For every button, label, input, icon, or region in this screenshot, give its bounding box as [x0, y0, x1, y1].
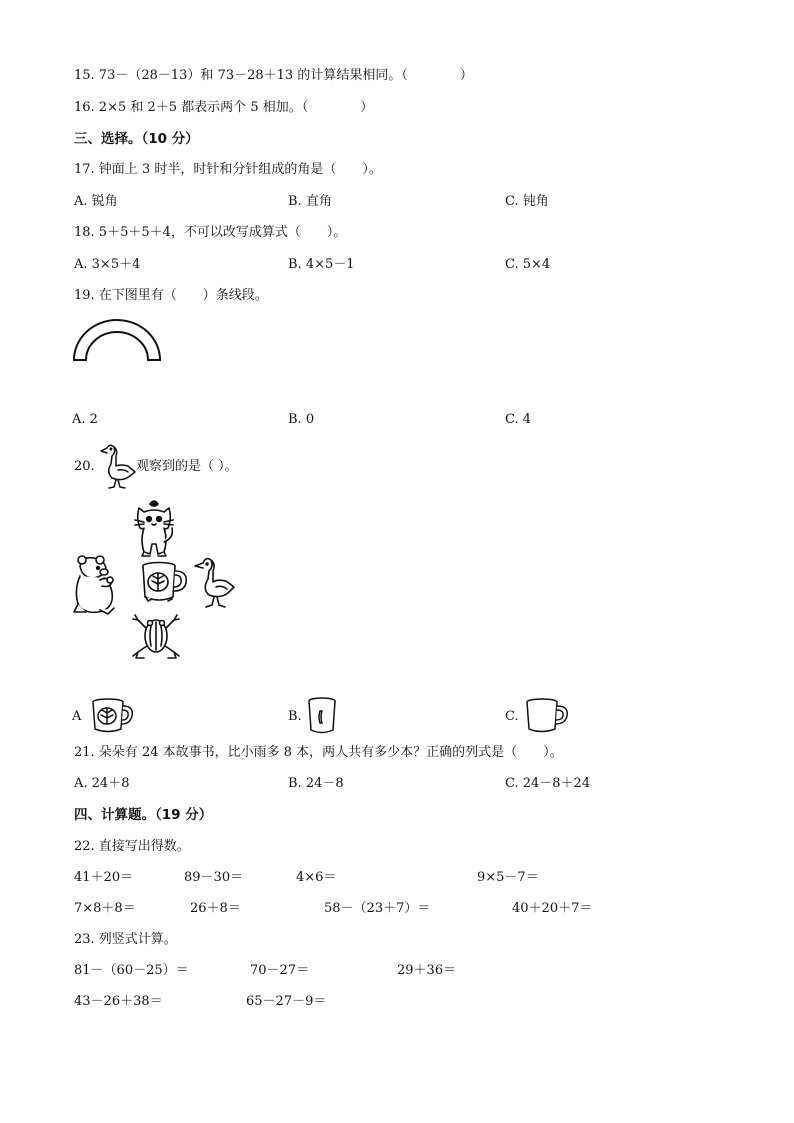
q21-option-c[interactable]: C. 24－8＋24: [505, 776, 591, 791]
duck-viewpoint-icon: [98, 442, 138, 490]
question-17: 17. 钟面上 3 时半，时针和分针组成的角是（ ）。: [74, 162, 382, 177]
q20-option-a-mug-icon[interactable]: [90, 698, 136, 734]
q17-option-b[interactable]: B. 直角: [288, 194, 332, 209]
section-3-heading: 三、选择。（10 分）: [74, 131, 199, 147]
question-18: 18. 5＋5＋5＋4，不可以改写成算式（ ）。: [74, 225, 347, 240]
q23-expr: 70－27＝: [250, 963, 310, 978]
duck-figure: [192, 555, 236, 609]
q19-option-b[interactable]: B. 0: [288, 412, 315, 427]
question-15: 15. 73－（28－13）和 73－28＋13 的计算结果相同。（ ）: [74, 68, 473, 83]
question-19: 19. 在下图里有（ ）条线段。: [74, 288, 268, 303]
q22-expr: 7×8＋8＝: [74, 901, 136, 916]
q23-expr: 29＋36＝: [397, 963, 457, 978]
q20-option-a-label[interactable]: A: [72, 709, 82, 724]
question-22: 22. 直接写出得数。: [74, 839, 190, 854]
question-23: 23. 列竖式计算。: [74, 932, 177, 947]
question-20: 观察到的是（ ）。: [136, 459, 238, 474]
q22-expr: 9×5－7＝: [477, 870, 539, 885]
q22-expr: 40＋20＋7＝: [512, 901, 593, 916]
q22-expr: 89－30＝: [184, 870, 244, 885]
question-16: 16. 2×5 和 2＋5 都表示两个 5 相加。（ ）: [74, 100, 374, 115]
q23-expr: 65－27－9＝: [246, 994, 327, 1009]
arch-figure: [72, 318, 162, 364]
q23-expr: 43－26＋38＝: [74, 994, 163, 1009]
q22-expr: 58－（23＋7）＝: [324, 901, 431, 916]
question-20-number: 20.: [74, 459, 95, 474]
bear-figure: [70, 554, 120, 616]
mug-figure: [140, 561, 190, 603]
q22-expr: 4×6＝: [296, 870, 337, 885]
q18-option-c[interactable]: C. 5×4: [505, 257, 551, 272]
q20-option-b-mug-icon[interactable]: [306, 697, 338, 735]
q20-option-b-label[interactable]: B.: [288, 709, 302, 724]
question-21: 21. 朵朵有 24 本故事书，比小雨多 8 本，两人共有多少本？正确的列式是（ ）。: [74, 745, 563, 760]
q21-option-a[interactable]: A. 24＋8: [74, 776, 130, 791]
q19-option-a[interactable]: A. 2: [72, 412, 98, 427]
q18-option-b[interactable]: B. 4×5－1: [288, 257, 355, 272]
cat-figure: [130, 498, 178, 558]
q19-option-c[interactable]: C. 4: [505, 412, 532, 427]
q17-option-a[interactable]: A. 锐角: [74, 194, 118, 209]
q21-option-b[interactable]: B. 24－8: [288, 776, 344, 791]
section-4-heading: 四、计算题。（19 分）: [74, 807, 213, 823]
q22-expr: 26＋8＝: [190, 901, 241, 916]
q20-option-c-mug-icon[interactable]: [524, 698, 572, 734]
q18-option-a[interactable]: A. 3×5＋4: [74, 257, 141, 272]
q20-option-c-label[interactable]: C.: [505, 709, 519, 724]
frog-figure: [130, 612, 182, 662]
q23-expr: 81－（60－25）＝: [74, 963, 189, 978]
q22-expr: 41＋20＝: [74, 870, 134, 885]
q17-option-c[interactable]: C. 钝角: [505, 194, 549, 209]
